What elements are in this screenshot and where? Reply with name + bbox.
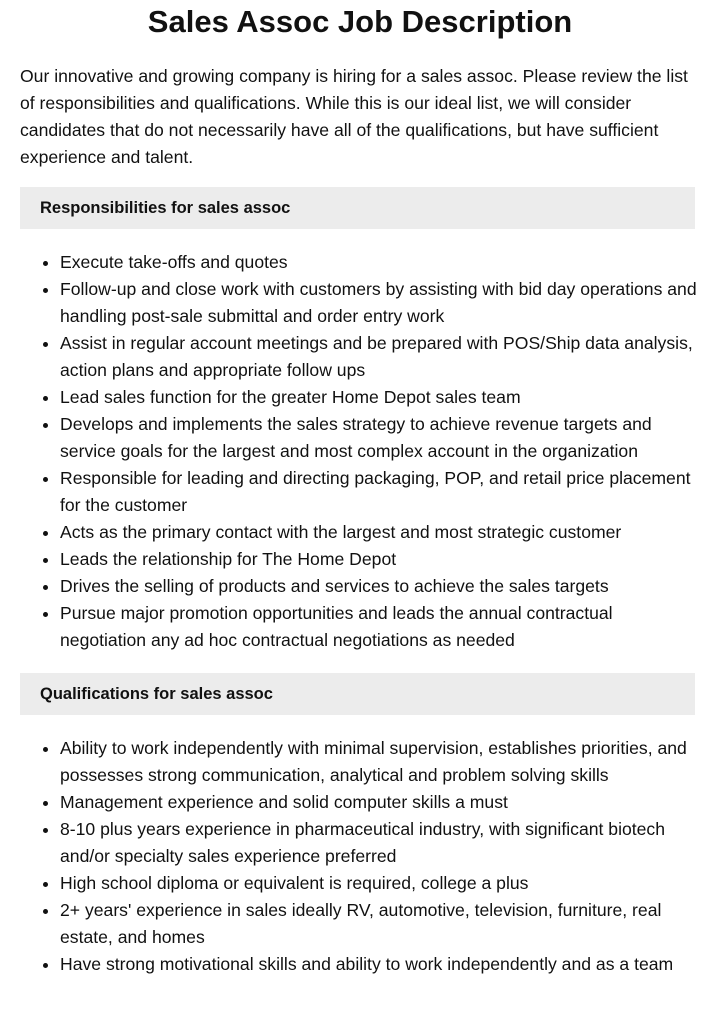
page-title: Sales Assoc Job Description: [147, 4, 573, 39]
responsibilities-heading: Responsibilities for sales assoc: [20, 187, 695, 229]
list-item: • Execute take-offs and quotes: [60, 249, 700, 276]
list-item: • 8-10 plus years experience in pharmaceutical industry, with significant biotech and/or specialty sales experience preferred: [60, 816, 700, 870]
responsibilities-list: [0, 249, 700, 654]
list-item: • Develops and implements the sales strategy to achieve revenue targets and service goals for the largest and most complex account in the organization: [60, 411, 700, 465]
qualifications-heading: Qualifications for sales assoc: [20, 673, 695, 715]
list-item: • Have strong motivational skills and ability to work independently and as a team: [60, 951, 700, 978]
list-item: • Acts as the primary contact with the largest and most strategic customer: [60, 519, 700, 546]
list-item: • Assist in regular account meetings and be prepared with POS/Ship data analysis, action plans and appropriate follow ups: [60, 330, 700, 384]
list-item: • 2+ years' experience in sales ideally RV, automotive, television, furniture, real estate, and homes: [60, 897, 700, 951]
list-item: • Ability to work independently with minimal supervision, establishes priorities, and possesses strong communication, analytical and problem solving skills: [60, 735, 700, 789]
qualifications-list: [0, 735, 700, 978]
list-item: • Pursue major promotion opportunities and leads the annual contractual negotiation any ad hoc contractual negotiations as needed: [60, 600, 700, 654]
list-item: • Drives the selling of products and services to achieve the sales targets: [60, 573, 700, 600]
list-item: • High school diploma or equivalent is required, college a plus: [60, 870, 700, 897]
list-item: • Leads the relationship for The Home Depot: [60, 546, 700, 573]
list-item: • Follow-up and close work with customers by assisting with bid day operations and handling post-sale submittal and order entry work: [60, 276, 700, 330]
list-item: • Responsible for leading and directing packaging, POP, and retail price placement for the customer: [60, 465, 700, 519]
list-item: • Lead sales function for the greater Home Depot sales team: [60, 384, 700, 411]
list-item: • Management experience and solid computer skills a must: [60, 789, 700, 816]
intro-paragraph: Our innovative and growing company is hiring for a sales assoc. Please review the list of responsibilities and qualifications. While this is our ideal list, we will consider candidates that do not necessarily have all of the qualifications, but have sufficient experience and talent.: [20, 66, 688, 167]
